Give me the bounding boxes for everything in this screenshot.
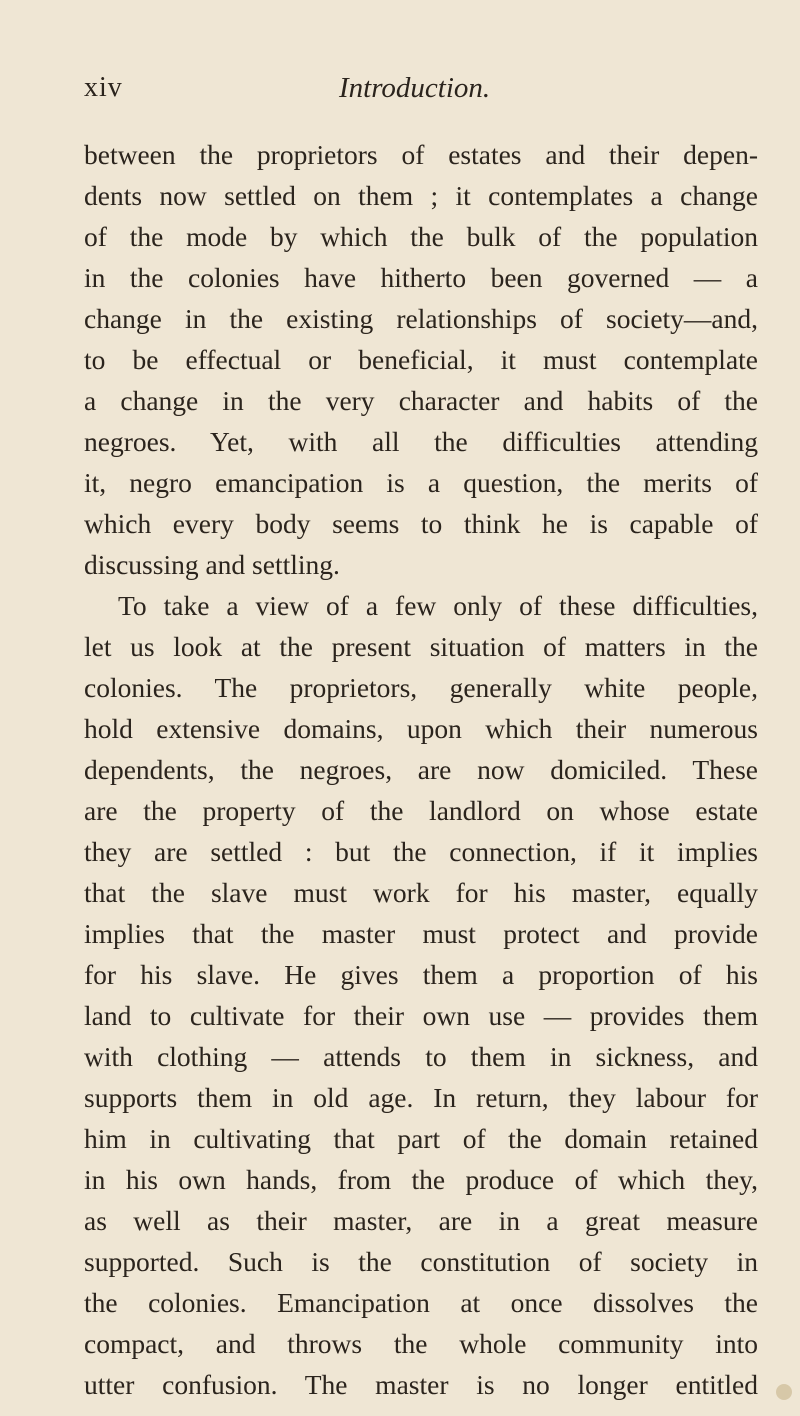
text-line: compact, and throws the whole community into bbox=[84, 1328, 758, 1359]
text-line: dependents, the negroes, are now domiciled. These bbox=[84, 754, 758, 785]
text-line: they are settled : but the connection, if it implies bbox=[84, 836, 758, 867]
text-line: implies that the master must protect and provide bbox=[84, 918, 758, 949]
body-text bbox=[84, 134, 758, 1405]
running-title: Introduction. bbox=[339, 72, 491, 104]
text-line: that the slave must work for his master, equally bbox=[84, 877, 758, 908]
text-line: him in cultivating that part of the domain retained bbox=[84, 1123, 758, 1154]
text-line: which every body seems to think he is capable of bbox=[84, 508, 758, 539]
text-line: colonies. The proprietors, generally white people, bbox=[84, 672, 758, 703]
paragraph-end-line: discussing and settling. bbox=[84, 549, 340, 580]
text-line: let us look at the present situation of matters in the bbox=[84, 631, 758, 662]
paragraph-start-line: To take a view of a few only of these difficulties, bbox=[118, 590, 758, 621]
paper-speck bbox=[776, 1384, 792, 1400]
text-line: utter confusion. The master is no longer entitled bbox=[84, 1369, 758, 1400]
text-line: for his slave. He gives them a proportion of his bbox=[84, 959, 758, 990]
text-line: supported. Such is the constitution of society in bbox=[84, 1246, 758, 1277]
page-header bbox=[0, 72, 800, 112]
text-line: change in the existing relationships of society—and, bbox=[84, 303, 758, 334]
text-line: as well as their master, are in a great measure bbox=[84, 1205, 758, 1236]
text-line: dents now settled on them ; it contemplates a change bbox=[84, 180, 758, 211]
text-line: hold extensive domains, upon which their numerous bbox=[84, 713, 758, 744]
page-number: xiv bbox=[84, 72, 123, 103]
text-line: negroes. Yet, with all the difficulties attending bbox=[84, 426, 758, 457]
text-line: are the property of the landlord on whose estate bbox=[84, 795, 758, 826]
text-line: it, negro emancipation is a question, the merits of bbox=[84, 467, 758, 498]
text-line: land to cultivate for their own use — provides them bbox=[84, 1000, 758, 1031]
text-line: in the colonies have hitherto been governed — a bbox=[84, 262, 758, 293]
text-line: supports them in old age. In return, they labour for bbox=[84, 1082, 758, 1113]
text-line: to be effectual or beneficial, it must contemplate bbox=[84, 344, 758, 375]
text-line: a change in the very character and habits of the bbox=[84, 385, 758, 416]
text-line: the colonies. Emancipation at once dissolves the bbox=[84, 1287, 758, 1318]
text-line: between the proprietors of estates and their depen- bbox=[84, 139, 758, 170]
text-line: of the mode by which the bulk of the population bbox=[84, 221, 758, 252]
text-line: with clothing — attends to them in sickness, and bbox=[84, 1041, 758, 1072]
text-line: in his own hands, from the produce of which they, bbox=[84, 1164, 758, 1195]
